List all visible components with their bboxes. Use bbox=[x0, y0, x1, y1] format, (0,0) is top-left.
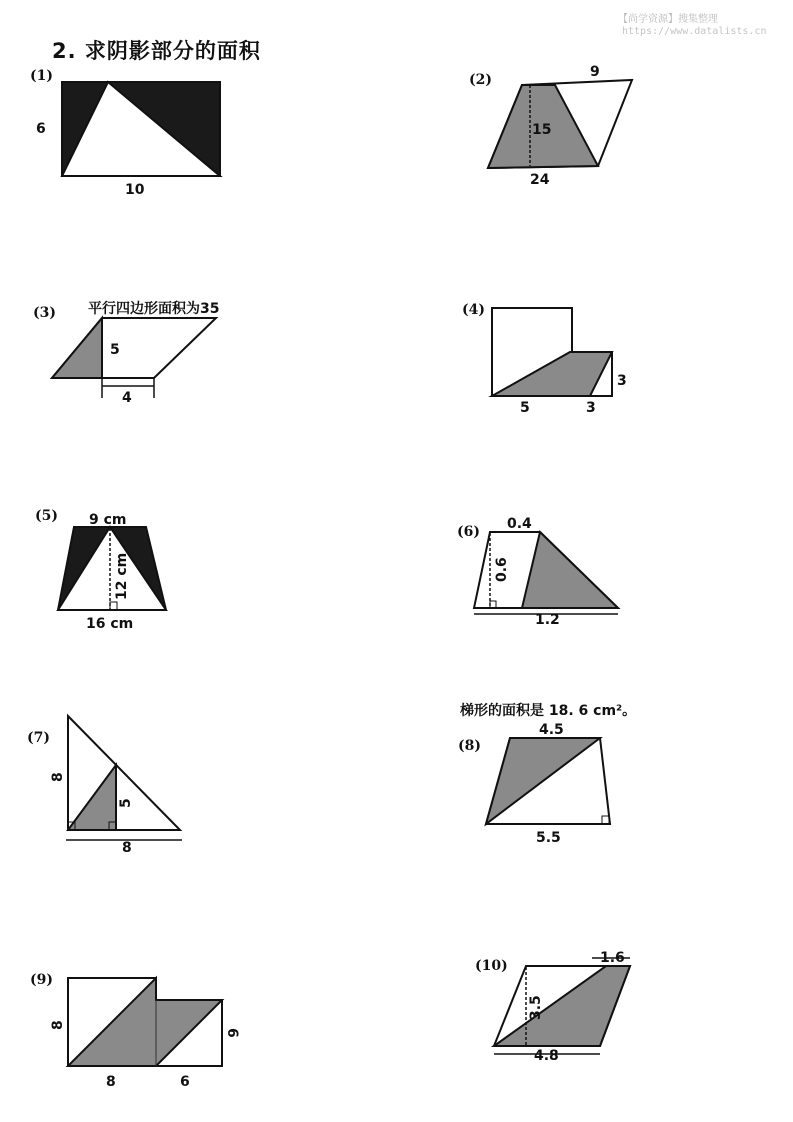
fig9-dim-right-base: 6 bbox=[180, 1074, 190, 1090]
fig5-dim-base: 16 cm bbox=[86, 616, 134, 632]
problem-7-label: (7) bbox=[27, 730, 50, 746]
fig7-dim-inner: 5 bbox=[118, 798, 134, 808]
problem-5-label: (5) bbox=[35, 508, 58, 524]
problem-9-label: (9) bbox=[30, 972, 53, 988]
fig4-dim-base: 5 bbox=[520, 400, 530, 416]
fig4-dim-square-height: 3 bbox=[617, 373, 627, 389]
fig8-dim-base: 5.5 bbox=[536, 830, 561, 846]
figure-3 bbox=[52, 318, 216, 406]
fig9-dim-left-base: 8 bbox=[106, 1074, 116, 1090]
problem-3-label: (3) bbox=[33, 305, 56, 321]
fig6-dim-base: 1.2 bbox=[535, 612, 560, 628]
figure-9 bbox=[50, 978, 240, 1090]
fig9-dim-left-height: 8 bbox=[50, 1020, 66, 1030]
fig4-dim-square-base: 3 bbox=[586, 400, 596, 416]
page-title: 2. 求阴影部分的面积 bbox=[52, 39, 261, 63]
figure-6 bbox=[474, 516, 618, 628]
fig3-dim-base: 4 bbox=[122, 390, 132, 406]
fig5-dim-top: 9 cm bbox=[89, 512, 127, 528]
fig2-dim-top: 9 bbox=[590, 64, 600, 80]
figure-5 bbox=[58, 512, 166, 632]
figure-8 bbox=[486, 722, 610, 846]
fig6-dim-height: 0.6 bbox=[494, 557, 510, 582]
figure-2 bbox=[488, 64, 632, 188]
problem-8-note: 梯形的面积是 18. 6 cm²。 bbox=[460, 703, 637, 719]
watermark-line1: 【尚学资源】搜集整理 bbox=[618, 14, 718, 25]
problem-6-label: (6) bbox=[457, 524, 480, 540]
fig7-dim-base: 8 bbox=[122, 840, 132, 856]
fig2-dim-height: 15 bbox=[532, 122, 552, 138]
fig3-shaded-triangle bbox=[52, 318, 102, 378]
fig6-shaded-triangle bbox=[522, 532, 618, 608]
figure-4 bbox=[492, 308, 627, 416]
problem-3-note: 平行四边形面积为35 bbox=[88, 301, 220, 317]
fig10-dim-base: 4.8 bbox=[534, 1048, 559, 1064]
watermark-line2: https://www.datalists.cn bbox=[622, 26, 767, 37]
fig1-dim-height: 6 bbox=[36, 121, 46, 137]
problem-8-label: (8) bbox=[458, 738, 481, 754]
fig3-dim-height: 5 bbox=[110, 342, 120, 358]
figure-1 bbox=[36, 82, 220, 198]
fig10-dim-height: 3.5 bbox=[528, 995, 544, 1020]
fig2-dim-base: 24 bbox=[530, 172, 550, 188]
fig9-dim-right-height: 6 bbox=[224, 1028, 240, 1038]
fig10-dim-top: 1.6 bbox=[600, 950, 625, 966]
fig1-dim-base: 10 bbox=[125, 182, 145, 198]
fig6-dim-top: 0.4 bbox=[507, 516, 532, 532]
problem-1-label: (1) bbox=[30, 68, 53, 84]
figure-10 bbox=[494, 950, 630, 1064]
problem-4-label: (4) bbox=[462, 302, 485, 318]
fig7-dim-height: 8 bbox=[50, 772, 66, 782]
figure-7 bbox=[50, 716, 182, 856]
problem-10-label: (10) bbox=[475, 958, 508, 974]
fig8-dim-top: 4.5 bbox=[539, 722, 564, 738]
fig5-dim-height: 12 cm bbox=[114, 552, 130, 600]
problem-2-label: (2) bbox=[469, 72, 492, 88]
